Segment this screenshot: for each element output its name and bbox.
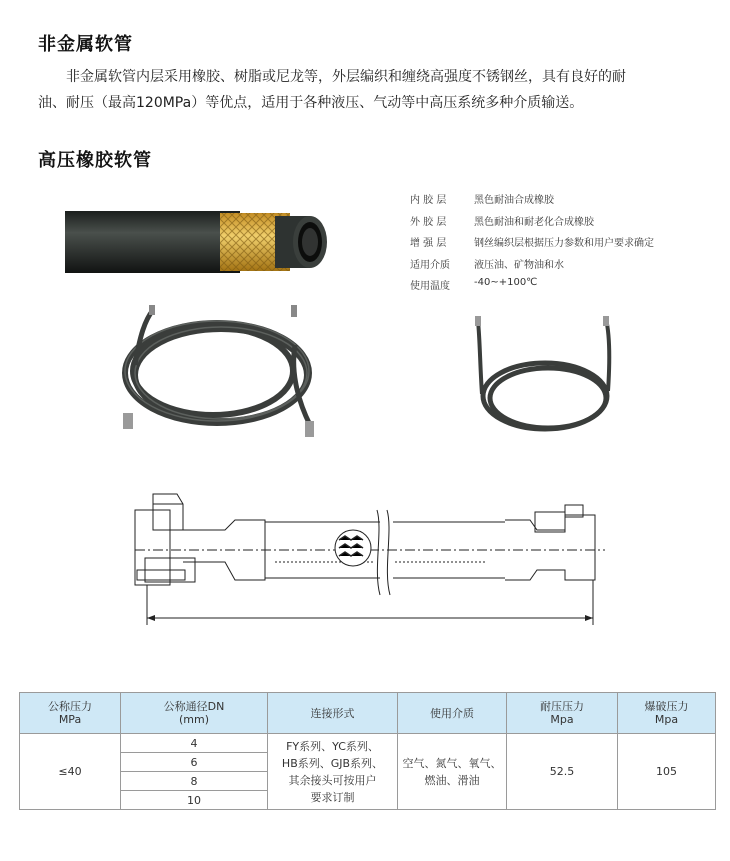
spec-value: 黑色耐油合成橡胶	[474, 195, 554, 206]
spec-label: 增 强 层	[410, 238, 447, 249]
header-line: MPa	[58, 713, 82, 726]
cell-medium	[398, 734, 507, 810]
header-line: 公称通径DN	[163, 700, 225, 713]
cell-line: 其余接头可按用户	[288, 773, 377, 787]
cell-line: 空气、氮气、氧气、	[402, 756, 502, 770]
header-line: 耐压压力	[540, 700, 584, 713]
cell-connection	[268, 734, 398, 810]
spec-row	[410, 213, 654, 235]
header-connection: 连接形式	[268, 693, 398, 734]
spec-value: 黑色耐油和耐老化合成橡胶	[474, 216, 594, 228]
spec-value: -40~+100℃	[474, 277, 538, 288]
section-title-nonmetal-hose: 非金属软管	[38, 34, 133, 55]
cell-dn: 10	[121, 791, 268, 810]
cell-pressure: ≤40	[20, 734, 121, 810]
header-line: Mpa	[654, 713, 679, 726]
spec-row	[410, 256, 654, 278]
header-burst-pressure	[618, 693, 716, 734]
cell-line: 燃油、滑油	[424, 773, 480, 787]
header-proof-pressure	[507, 693, 618, 734]
spec-list	[410, 191, 654, 299]
section-paragraph	[38, 64, 698, 116]
spec-value: 钢丝编织层根据压力参数和用户要求确定	[474, 238, 654, 249]
spec-label: 外 胶 层	[410, 216, 447, 228]
paragraph-line-2: 油、耐压（最高120MPa）等优点，适用于各种液压、气动等中高压系统多种介质输送。	[38, 95, 584, 111]
cell-line: 要求订制	[310, 790, 355, 804]
spec-label: 使用温度	[410, 281, 450, 292]
header-line: 爆破压力	[644, 700, 689, 713]
header-medium: 使用介质	[398, 693, 507, 734]
spec-label: 适用介质	[410, 259, 450, 271]
coiled-hose-small-image	[470, 316, 625, 436]
coiled-hose-large-image	[115, 305, 330, 440]
cell-line: FY系列、YC系列、	[286, 739, 379, 753]
hose-cutaway-image	[60, 203, 335, 278]
paragraph-line-1: 非金属软管内层采用橡胶、树脂或尼龙等，外层编织和缠绕高强度不锈钢丝，具有良好的耐	[66, 69, 626, 85]
header-nominal-diameter	[121, 693, 268, 734]
hose-assembly-drawing	[125, 490, 615, 630]
section-title-high-pressure-hose: 高压橡胶软管	[38, 150, 152, 171]
spec-label: 内 胶 层	[410, 195, 447, 206]
header-line: Mpa	[550, 713, 574, 726]
header-line: 公称压力	[48, 700, 92, 713]
cell-burst: 105	[618, 734, 716, 810]
cell-dn: 4	[121, 734, 268, 753]
header-nominal-pressure	[20, 693, 121, 734]
spec-row	[410, 191, 654, 213]
table-row	[20, 734, 716, 753]
cell-dn: 8	[121, 772, 268, 791]
spec-value: 液压油、矿物油和水	[474, 259, 564, 271]
spec-row	[410, 234, 654, 256]
hose-spec-table	[19, 692, 716, 810]
header-line: (mm)	[178, 713, 209, 726]
cell-dn: 6	[121, 753, 268, 772]
spec-row	[410, 277, 654, 299]
cell-proof: 52.5	[507, 734, 618, 810]
table-header-row	[20, 693, 716, 734]
cell-line: HB系列、GJB系列、	[281, 756, 384, 770]
